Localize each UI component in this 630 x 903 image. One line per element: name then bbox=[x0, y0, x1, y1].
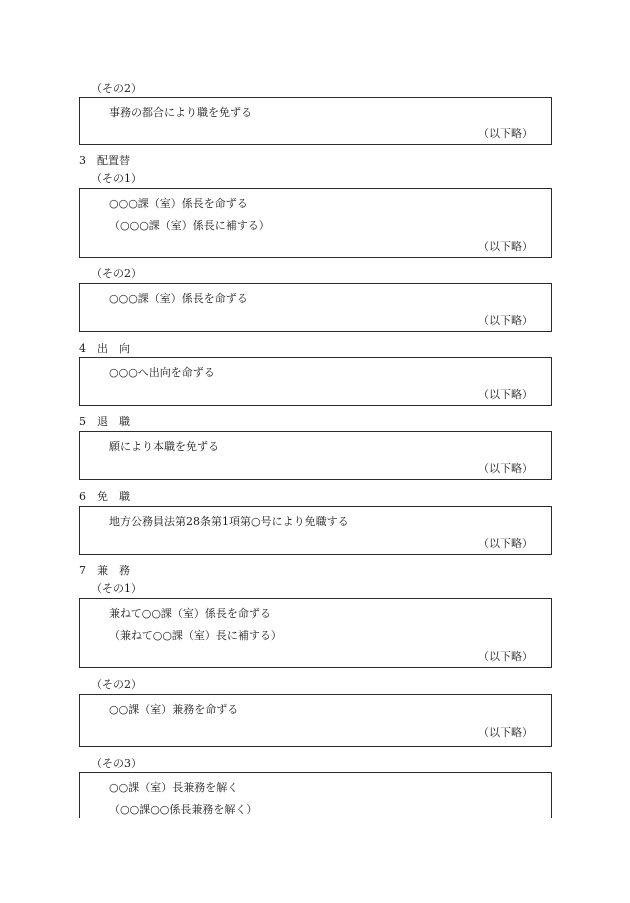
notice-box bbox=[79, 598, 552, 668]
omit-label: （以下略） bbox=[478, 314, 533, 327]
notice-text: 願により本職を免ずる bbox=[109, 440, 219, 453]
omit-label: （以下略） bbox=[478, 127, 533, 140]
notice-text: （○○○課（室）係長に補する） bbox=[109, 219, 270, 232]
omit-label: （以下略） bbox=[478, 726, 533, 739]
omit-label: （以下略） bbox=[478, 240, 533, 253]
notice-text: 兼ねて○○課（室）係長を命ずる bbox=[109, 607, 271, 620]
section-heading-6: 6 免 職 bbox=[79, 490, 130, 503]
omit-label: （以下略） bbox=[478, 537, 533, 550]
notice-text: ○○○へ出向を命ずる bbox=[109, 366, 215, 379]
notice-box bbox=[79, 431, 552, 480]
notice-text: ○○課（室）兼務を命ずる bbox=[109, 703, 239, 716]
notice-box bbox=[79, 97, 552, 145]
notice-box bbox=[79, 357, 552, 406]
notice-text: ○○○課（室）係長を命ずる bbox=[109, 292, 248, 305]
sub-label: （その2） bbox=[91, 678, 142, 691]
sub-label: （その2） bbox=[91, 267, 142, 280]
notice-text: 事務の都合により職を免ずる bbox=[109, 106, 252, 119]
notice-text: ○○○課（室）係長を命ずる bbox=[109, 197, 248, 210]
notice-box bbox=[79, 283, 552, 332]
section-heading-3: 3 配置替 bbox=[79, 154, 130, 167]
notice-box bbox=[79, 506, 552, 555]
section-heading-5: 5 退 職 bbox=[79, 415, 130, 428]
notice-box bbox=[79, 772, 552, 818]
sub-label: （その2） bbox=[91, 82, 142, 95]
notice-box bbox=[79, 188, 552, 258]
notice-text: ○○課（室）長兼務を解く bbox=[109, 781, 239, 794]
section-heading-4: 4 出 向 bbox=[79, 342, 130, 355]
notice-text: （兼ねて○○課（室）長に補する） bbox=[109, 629, 282, 642]
omit-label: （以下略） bbox=[478, 388, 533, 401]
notice-text: （○○課○○係長兼務を解く） bbox=[109, 803, 258, 816]
sub-label: （その1） bbox=[91, 582, 142, 595]
omit-label: （以下略） bbox=[478, 462, 533, 475]
omit-label: （以下略） bbox=[478, 650, 533, 663]
sub-label: （その3） bbox=[91, 757, 142, 770]
sub-label: （その1） bbox=[91, 172, 142, 185]
notice-box bbox=[79, 694, 552, 747]
notice-text: 地方公務員法第28条第1項第○号により免職する bbox=[109, 515, 349, 528]
section-heading-7: 7 兼 務 bbox=[79, 564, 130, 577]
